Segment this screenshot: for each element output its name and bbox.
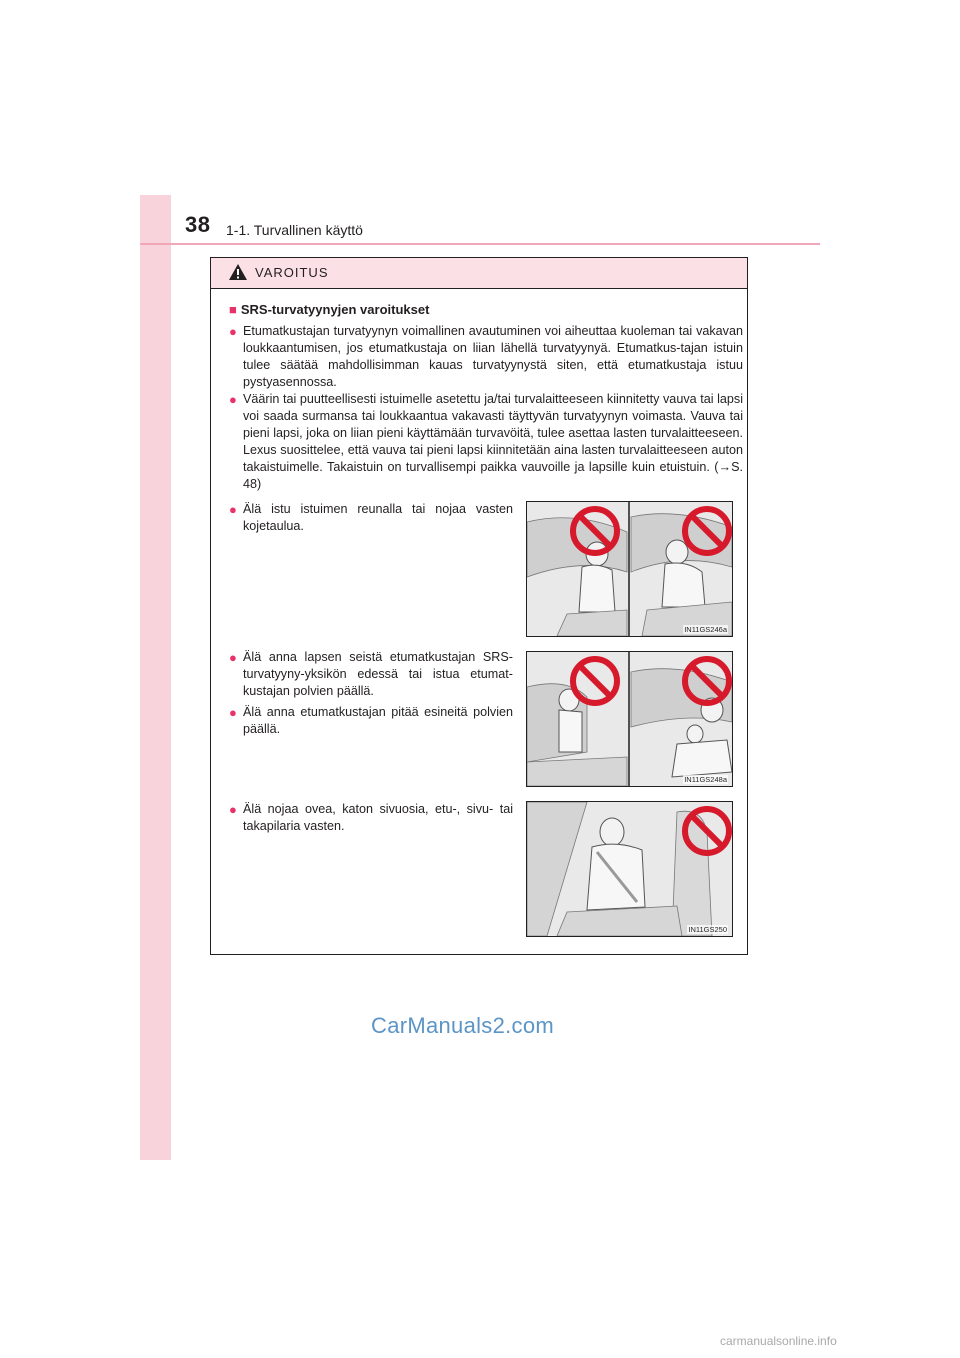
bullet-text: Älä nojaa ovea, katon sivuosia, etu-, sivu- tai takapilaria vasten. xyxy=(243,802,513,833)
bullet-text: Etumatkustajan turvatyynyn voimallinen avautuminen voi aiheuttaa kuoleman tai vakavan loukkaantumisen, jos etumatkustaja on liian lähellä turvatyynyä. Etumatkus-tajan istuin tulee säätää mahdollisimman kauas turvatyynystä siten, että etumatkustaja istuu pystyasennossa. xyxy=(243,324,743,389)
illustration-code: IN11GS250 xyxy=(688,925,727,934)
bullet-dot-icon: ● xyxy=(229,650,237,665)
illustration-code: IN11GS248a xyxy=(684,775,727,784)
warning-bullet xyxy=(229,801,513,835)
illustration-drawing xyxy=(527,802,732,936)
bullet-text: Älä anna etumatkustajan pitää esineitä polvien päällä. xyxy=(243,705,513,736)
bullet-text: Älä istu istuimen reunalla tai nojaa vasten kojetaulua. xyxy=(243,502,513,533)
illustration-code: IN11GS246a xyxy=(684,625,727,634)
warning-bullet xyxy=(229,391,743,493)
page-number: 38 xyxy=(185,212,211,237)
illustration-leaning-dashboard xyxy=(526,501,733,637)
warning-subheading-text: SRS-turvatyynyjen varoitukset xyxy=(240,302,430,317)
warning-bullet xyxy=(229,649,513,700)
bullet-dot-icon: ● xyxy=(229,392,237,407)
bullet-dot-icon: ● xyxy=(229,705,237,720)
warning-bullet xyxy=(229,501,513,535)
illustration-child-passenger xyxy=(526,651,733,787)
illustration-drawing xyxy=(527,652,732,786)
illustration-drawing xyxy=(527,502,732,636)
bullet-text: Väärin tai puutteellisesti istuimelle asetettu ja/tai turvalaitteeseen kiinnitetty vauva tai lapsi voi saada surmansa tai loukkaantua vakavasti täyttyvän turvatyynyn voimasta. Vauva tai pieni lapsi, joka on liian pieni käyttämään turvavöitä, tulee asettaa lasten turvalaitteeseen. Lexus suosittelee, että vauva tai pieni lapsi kiinnitetään aina lasten turvalaitteeseen auton takaistuimelle. Takaistuin on turvallisempi paikka vauvoille ja lapsille kuin etuistuin. (→S. 48) xyxy=(243,392,743,491)
watermark-carmanualsonline: carmanualsonline.info xyxy=(720,1334,837,1348)
watermark-carmanuals2: CarManuals2.com xyxy=(371,1013,555,1038)
section-title: 1-1. Turvallinen käyttö xyxy=(226,222,363,238)
square-bullet-icon: ■ xyxy=(229,302,237,317)
warning-triangle-icon xyxy=(228,263,248,281)
warning-label: VAROITUS xyxy=(255,265,329,280)
bullet-dot-icon: ● xyxy=(229,802,237,817)
bullet-text: Älä anna lapsen seistä etumatkustajan SRS-turvatyyny-yksikön edessä tai istua etumat-kustajan polvien päällä. xyxy=(243,650,513,698)
warning-header xyxy=(211,258,747,289)
warning-bullet xyxy=(229,704,513,738)
illustration-leaning-door xyxy=(526,801,733,937)
warning-bullet xyxy=(229,323,743,391)
bullet-dot-icon: ● xyxy=(229,324,237,339)
chapter-side-strip xyxy=(140,195,171,1160)
header-divider xyxy=(140,243,820,245)
warning-subheading xyxy=(229,302,429,317)
warning-box xyxy=(210,257,748,955)
bullet-dot-icon: ● xyxy=(229,502,237,517)
